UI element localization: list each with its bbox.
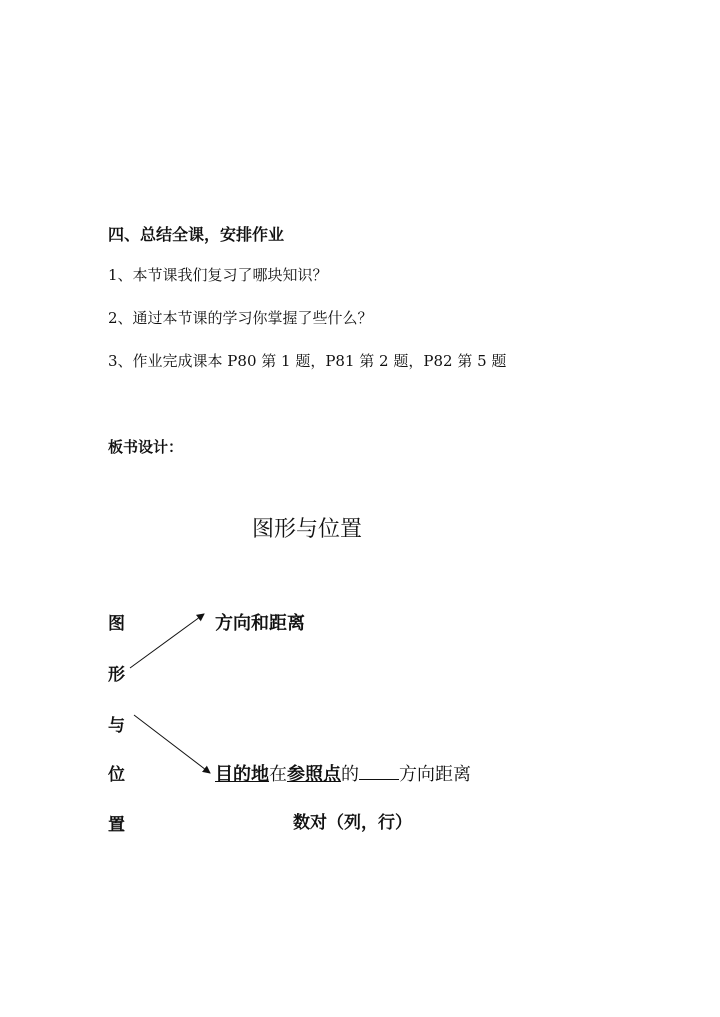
arrow-to-direction-distance bbox=[130, 614, 204, 668]
board-title: 图形与位置 bbox=[252, 517, 363, 542]
of-text: 的 bbox=[341, 764, 359, 785]
branch-direction-distance: 方向和距离 bbox=[215, 613, 305, 634]
list-item: 3、作业完成课本 P80 第 1 题，P81 第 2 题，P82 第 5 题 bbox=[108, 352, 507, 370]
section-title: 四、总结全课，安排作业 bbox=[108, 225, 285, 244]
vertical-char: 形 bbox=[108, 665, 125, 685]
number-pair-text: 数对（列，行） bbox=[293, 813, 412, 833]
direction-distance-text: 方向距离 bbox=[399, 764, 471, 785]
vertical-char: 位 bbox=[108, 765, 125, 785]
list-item: 2、通过本节课的学习你掌握了些什么？ bbox=[108, 309, 373, 327]
fill-in-blank bbox=[359, 763, 399, 780]
destination-text: 目的地 bbox=[215, 764, 269, 785]
arrow-to-destination bbox=[134, 715, 210, 773]
board-design-label: 板书设计： bbox=[108, 438, 184, 456]
vertical-char: 置 bbox=[108, 815, 125, 835]
branch-destination-line bbox=[215, 760, 471, 786]
at-text: 在 bbox=[269, 764, 287, 785]
list-item: 1、本节课我们复习了哪块知识？ bbox=[108, 266, 328, 284]
vertical-char: 图 bbox=[108, 614, 125, 634]
vertical-char: 与 bbox=[108, 716, 125, 736]
reference-point-text: 参照点 bbox=[287, 764, 341, 785]
